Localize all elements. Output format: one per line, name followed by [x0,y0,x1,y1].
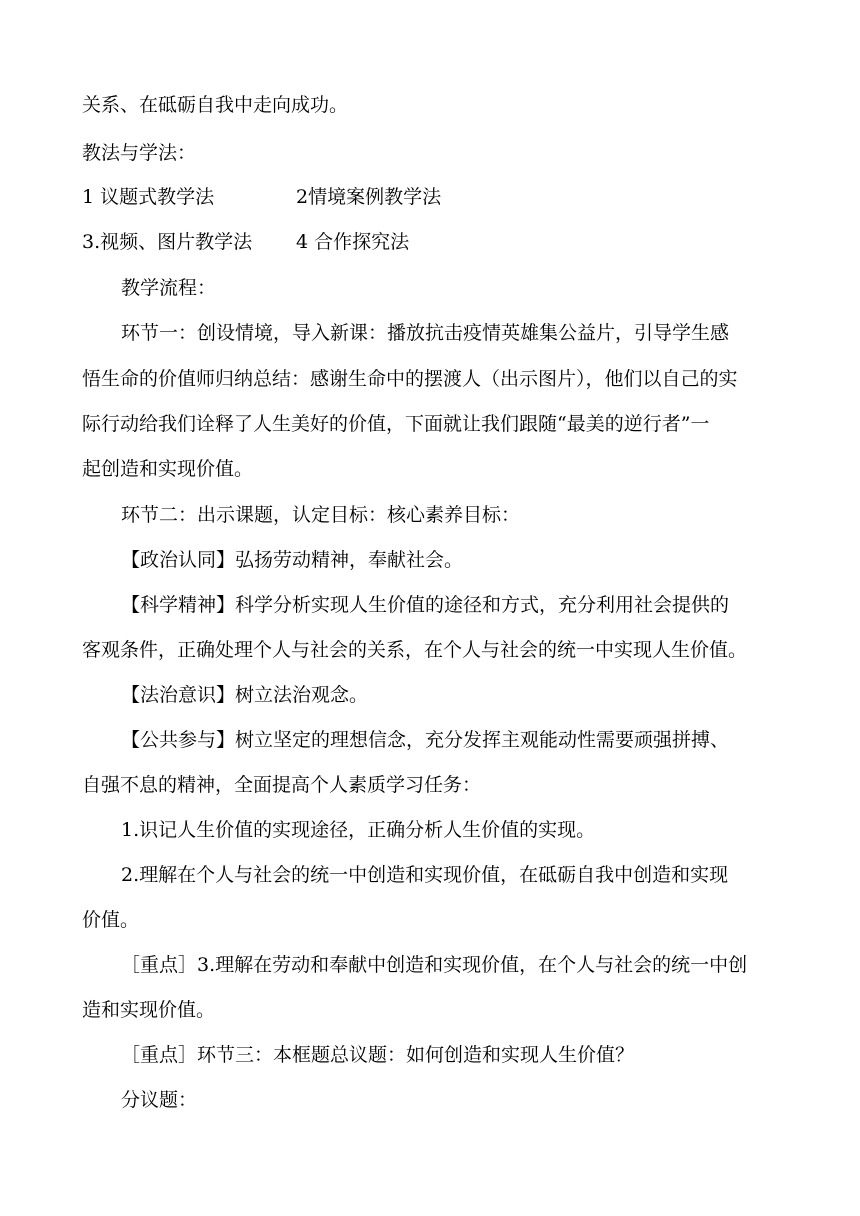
method-1: 1 议题式教学法 [82,186,215,208]
step3-line: ［重点］环节三：本框题总议题：如何创造和实现人生价值？ [121,1044,635,1066]
step1-line: 际行动给我们诠释了人生美好的价值，下面就让我们跟随“最美的逆行者”一 [82,413,710,435]
step1-line: 环节一：创设情境，导入新课：播放抗击疫情英雄集公益片，引导学生感 [121,322,730,344]
methods-heading: 教法与学法： [82,142,197,164]
step1-line: 悟生命的价值师归纳总结：感谢生命中的摆渡人（出示图片），他们以自己的实 [82,368,738,390]
method-3: 3.视频、图片教学法 [82,231,253,253]
sub-topics-heading: 分议题： [121,1089,198,1111]
task-1: 1.识记人生价值的实现途径，正确分析人生价值的实现。 [121,819,596,841]
task-2: 价值。 [82,909,140,931]
goal-law: 【法治意识】树立法治观念。 [121,684,369,706]
method-2: 2情境案例教学法 [296,186,442,208]
goal-public: 自强不息的精神，全面提高个人素质学习任务： [82,774,482,796]
goal-science: 【科学精神】科学分析实现人生价值的途径和方式，充分利用社会提供的 [121,594,730,616]
goal-political: 【政治认同】弘扬劳动精神，奉献社会。 [121,549,464,571]
task-3: 造和实现价值。 [82,999,216,1021]
method-4: 4 合作探究法 [296,231,410,253]
task-3: ［重点］3.理解在劳动和奉献中创造和实现价值，在个人与社会的统一中创 [121,954,748,976]
text-line: 关系、在砥砺自我中走向成功。 [82,94,349,116]
step1-line: 起创造和实现价值。 [82,458,254,480]
step2-line: 环节二：出示课题，认定目标：核心素养目标： [121,504,521,526]
goal-science: 客观条件，正确处理个人与社会的关系，在个人与社会的统一中实现人生价值。 [82,639,748,661]
task-2: 2.理解在个人与社会的统一中创造和实现价值，在砥砺自我中创造和实现 [121,864,729,886]
process-heading: 教学流程： [121,277,217,299]
goal-public: 【公共参与】树立坚定的理想信念，充分发挥主观能动性需要顽强拼搏、 [121,729,730,751]
